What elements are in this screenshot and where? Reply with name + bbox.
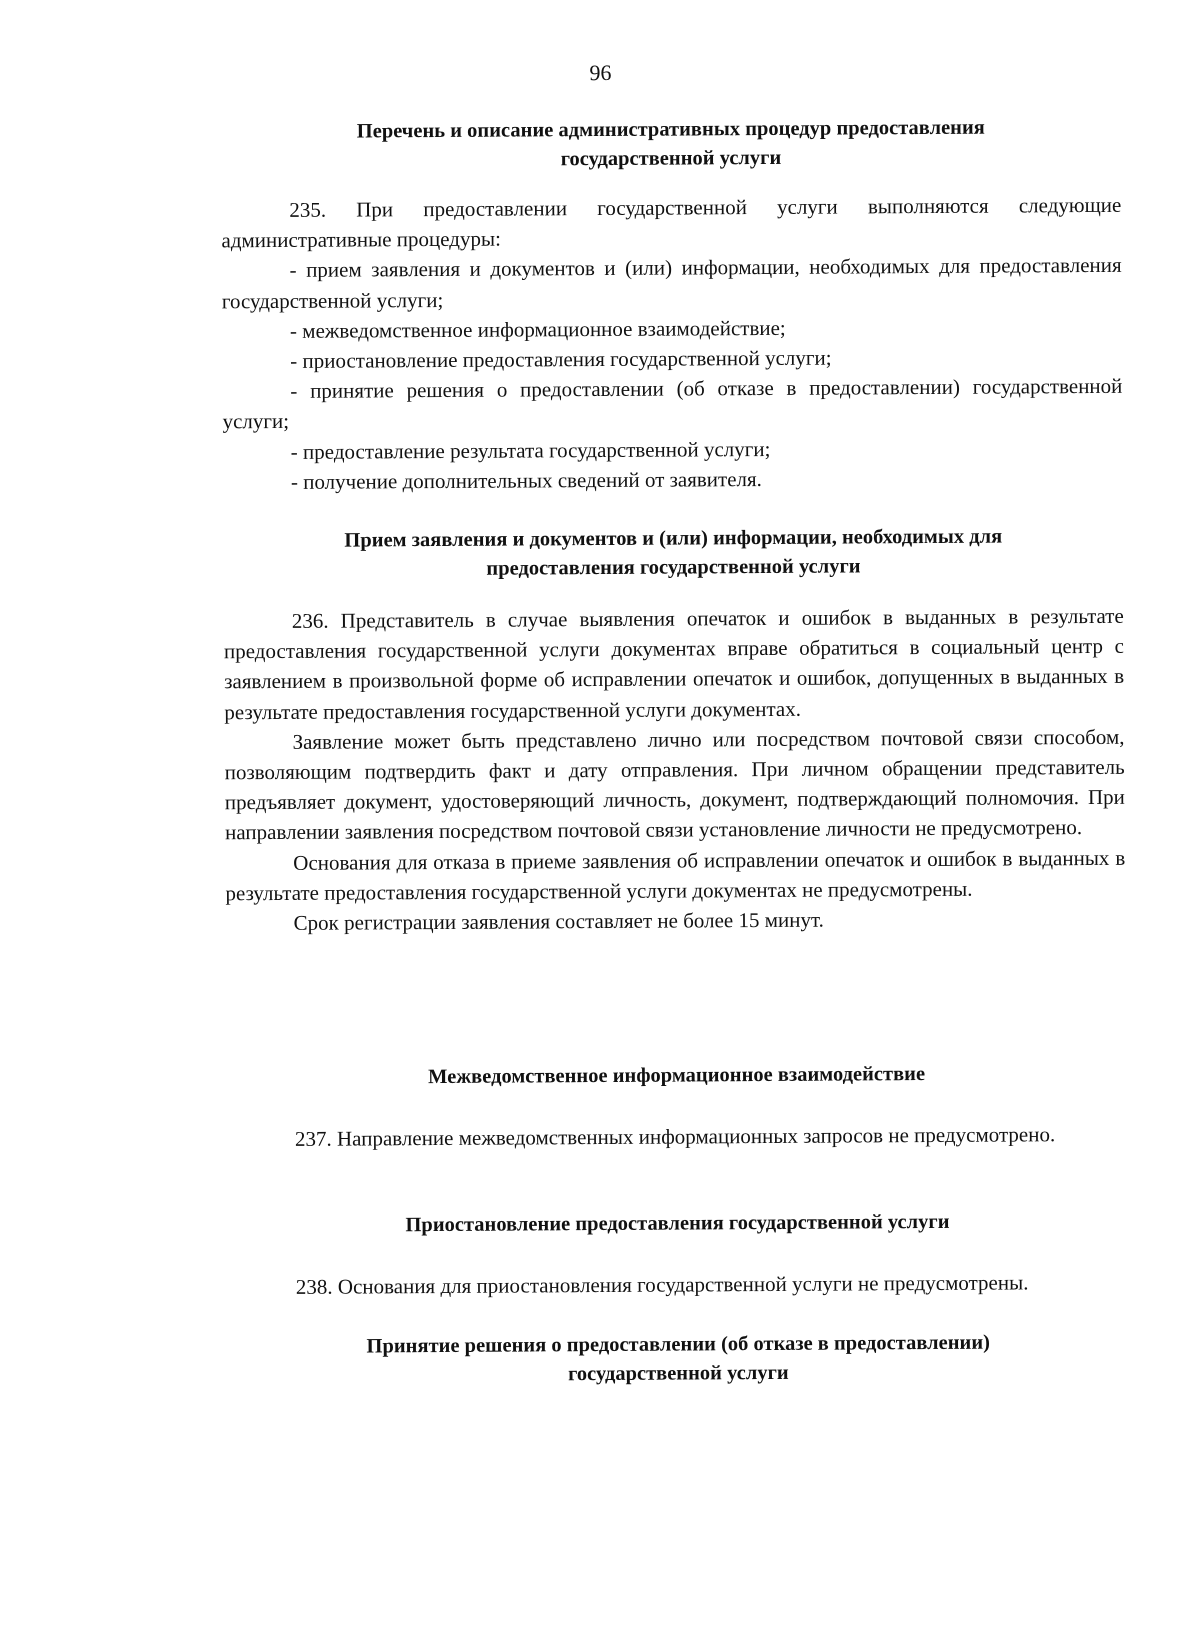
list-item: - принятие решения о предоставлении (об отказе в предоставлении) государственной услуги; — [222, 374, 1123, 434]
list-item: - получение дополнительных сведений от заявителя. — [290, 466, 762, 494]
list-item: - прием заявления и документов и (или) информации, необходимых для предоставления государственной услуги; — [221, 253, 1122, 313]
heading-line: Межведомственное информационное взаимодействие — [428, 1063, 926, 1089]
list-item: - приостановление предоставления государственной услуги; — [290, 345, 832, 373]
section-heading-procedures-list — [221, 113, 1121, 176]
paragraph-text: 237. Направление межведомственных информационных запросов не предусмотрено. — [294, 1122, 1056, 1151]
paragraph-text: Основания для отказа в приеме заявления об исправлении опечаток и ошибок в выданных в результате предоставления государственной услуги документах не предусмотрены. — [225, 845, 1126, 906]
paragraph-text: 235. При предоставлении государственной услуги выполняются следующие административные процедуры: — [221, 192, 1122, 253]
section-heading-decision — [228, 1328, 1128, 1391]
section-heading-application-intake — [223, 522, 1123, 585]
paragraph-238 — [228, 1267, 1128, 1303]
heading-line: Приостановление предоставления государственной услуги — [405, 1210, 950, 1237]
heading-line: Прием заявления и документов и (или) информации, необходимых для — [344, 525, 1003, 552]
heading-line: Перечень и описание административных процедур предоставления — [356, 116, 985, 143]
section-heading-suspension — [227, 1207, 1127, 1241]
heading-line: государственной услуги — [568, 1361, 789, 1386]
heading-line: Принятие решения о предоставлении (об отказе в предоставлении) — [366, 1331, 991, 1358]
paragraph-text: Срок регистрации заявления составляет не более 15 минут. — [293, 907, 824, 935]
heading-line: предоставления государственной услуги — [486, 555, 861, 580]
heading-line: государственной услуги — [560, 146, 782, 171]
paragraph-237 — [227, 1119, 1127, 1155]
paragraph-text: 238. Основания для приостановления государственной услуги не предусмотрены. — [295, 1270, 1029, 1299]
paragraph-text: 236. Представитель в случае выявления опечаток и ошибок в выданных в результате предоставления государственной услуги документах вправе обратиться в социальный центр с заявлением в произвольной форме об исправлении опечаток и ошибок, допущенных в выданных в результате предоставления государственной услуги документах. — [223, 603, 1125, 724]
paragraph-235 — [221, 190, 1123, 498]
paragraph-text: Заявление может быть представлено лично или посредством почтовой связи способом, позволяющим подтвердить факт и дату отправления. При личном обращении представитель предъявляет документ, удостоверяющий личность, документ, подтверждающий полномочия. При направлении заявления посредством почтовой связи установление личности не предусмотрено. — [224, 724, 1125, 845]
list-item: - предоставление результата государственной услуги; — [290, 436, 771, 464]
section-heading-interagency — [226, 1059, 1126, 1093]
paragraph-236 — [224, 601, 1126, 939]
page-number: 96 — [589, 59, 612, 86]
list-item: - межведомственное информационное взаимодействие; — [289, 315, 786, 343]
